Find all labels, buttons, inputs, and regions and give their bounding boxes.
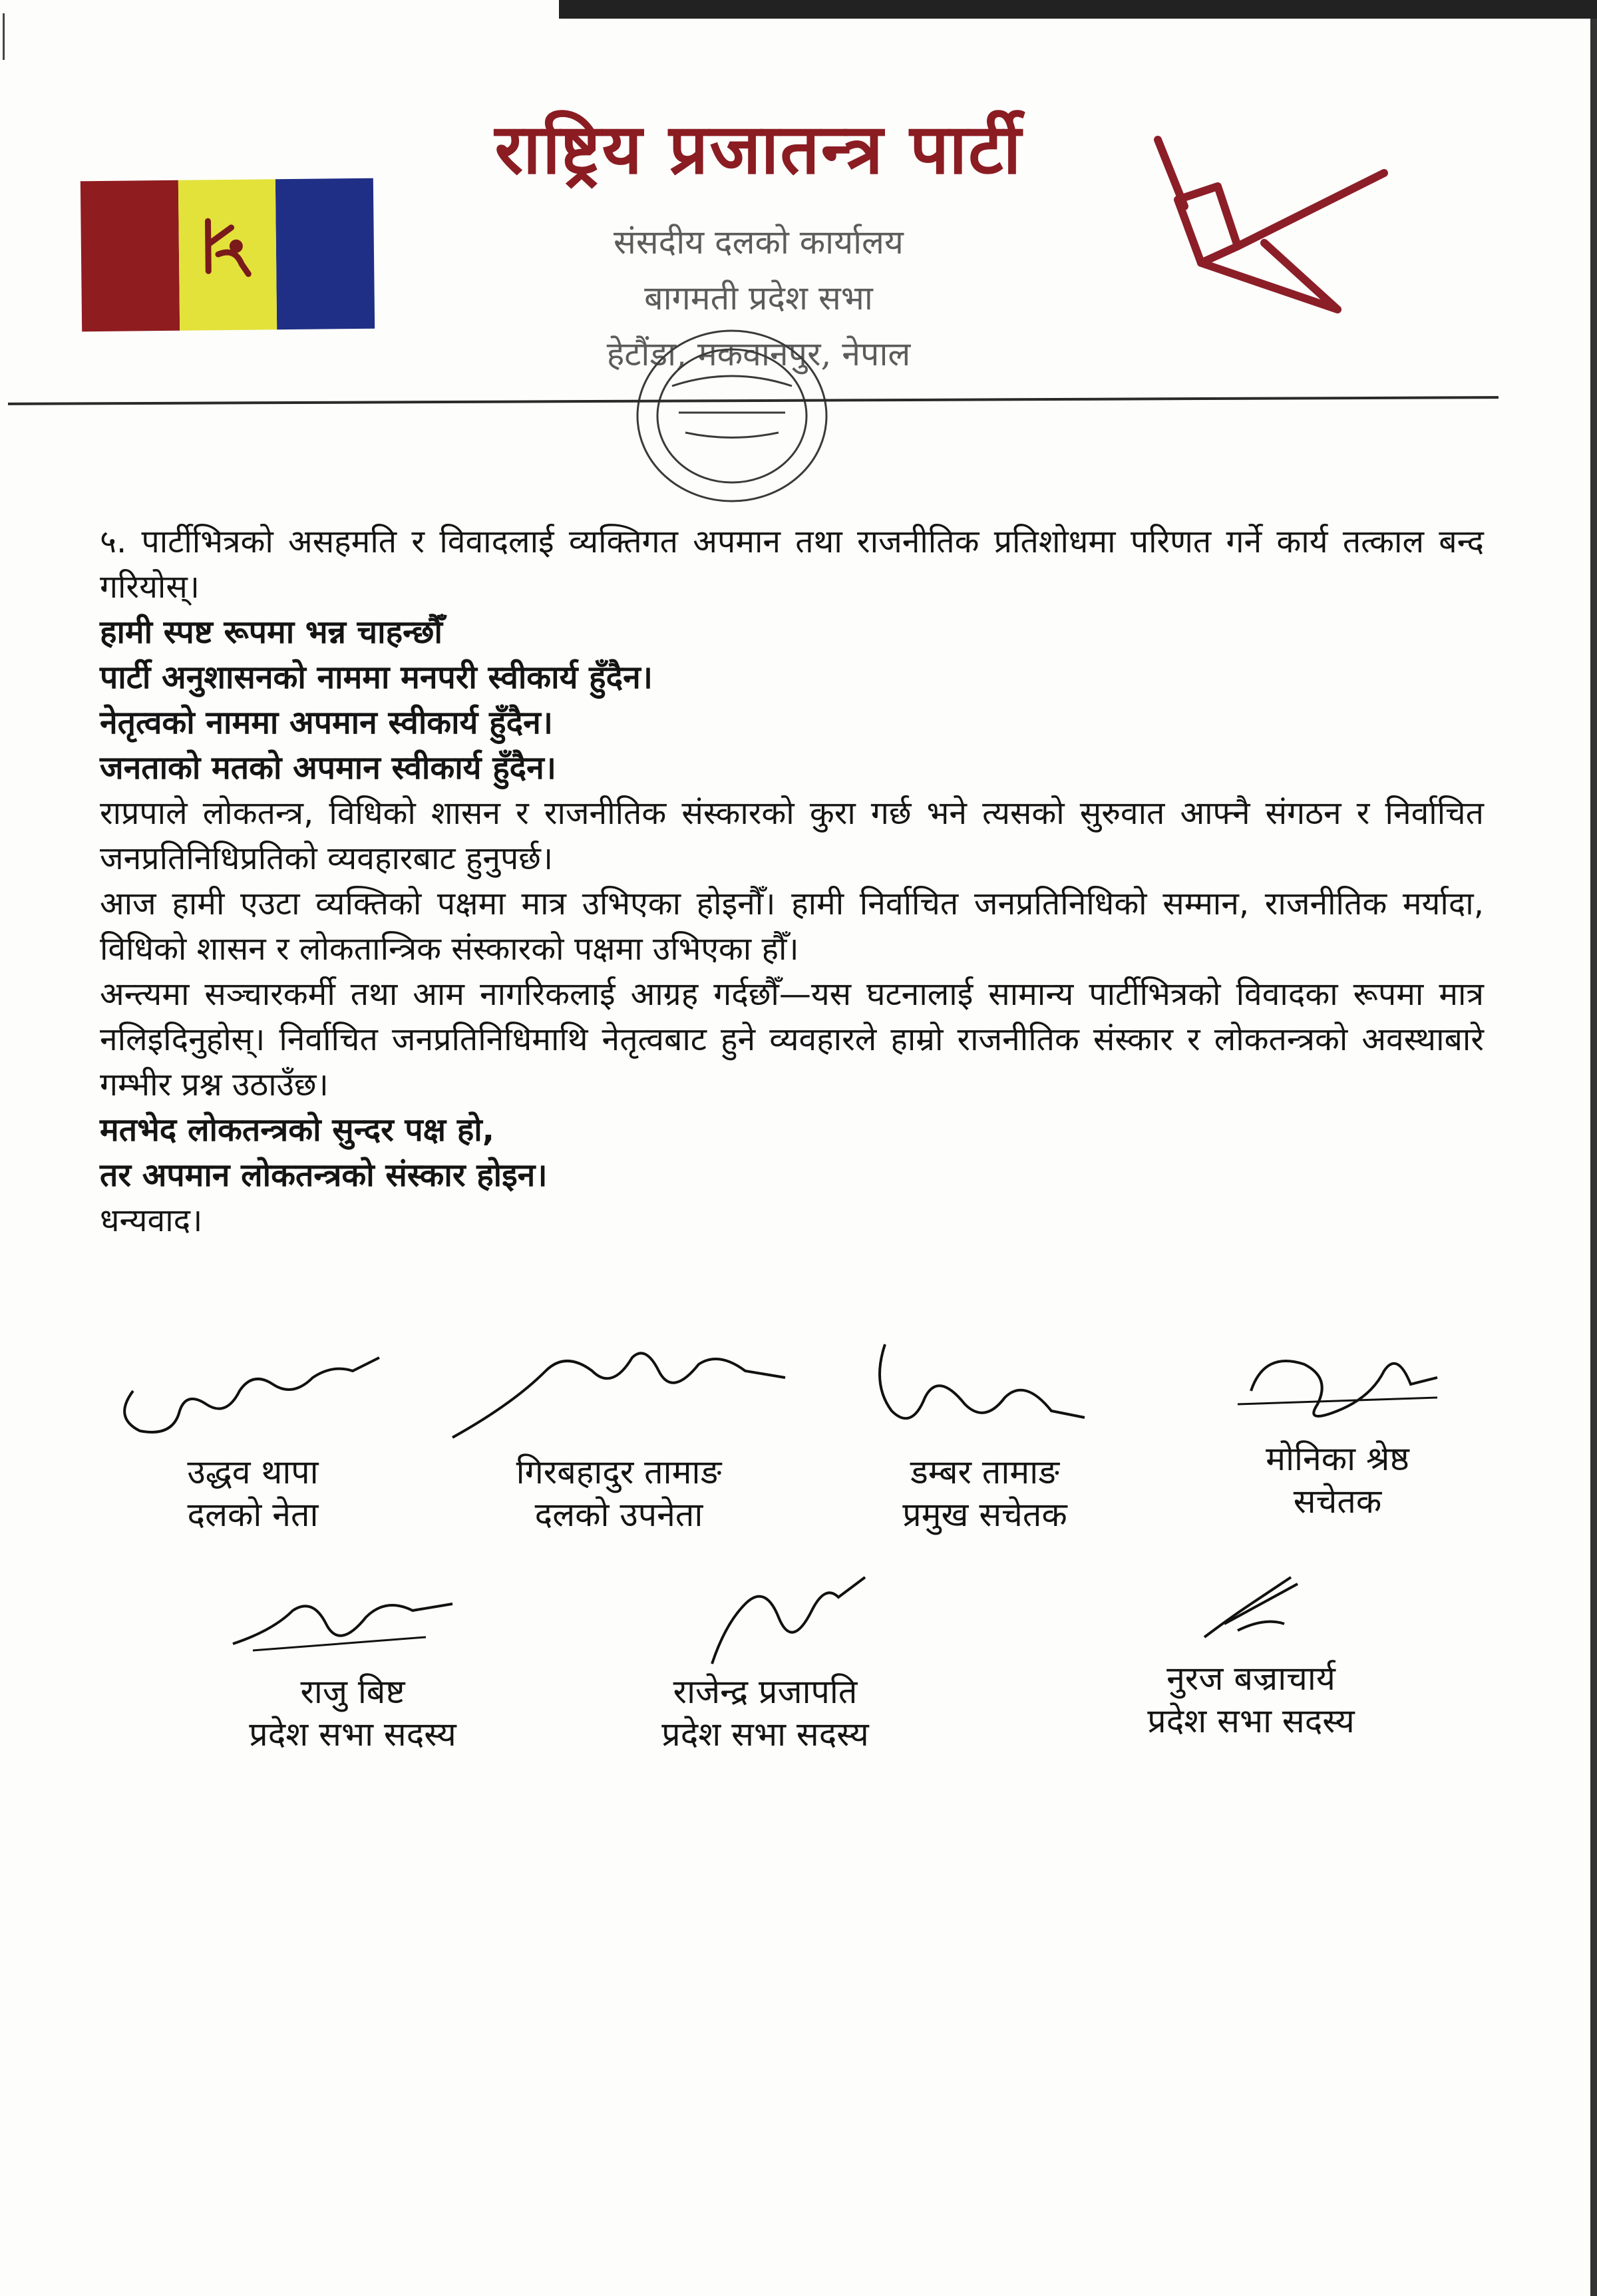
signatory-role: प्रमुख सचेतक <box>902 1495 1067 1534</box>
paragraph-demand-5: ५. पार्टीभित्रको असहमति र विवादलाई व्यक्तिगत अपमान तथा राजनीतिक प्रतिशोधमा परिणत गर्ने कार्य तत्काल बन्द गरियोस्। <box>100 523 1484 606</box>
signature-scribble <box>100 1331 406 1451</box>
signatory-1 <box>100 1331 406 1536</box>
signatory-name: राजु बिष्ट <box>300 1672 405 1711</box>
paragraph-party-discipline: पार्टी अनुशासनको नाममा मनपरी स्वीकार्य हुँदैन। <box>100 659 653 696</box>
signatory-7 <box>1091 1557 1411 1742</box>
flag-blue-stripe <box>275 178 375 330</box>
signatory-name: राजेन्द्र प्रजापति <box>673 1672 858 1711</box>
signature-scribble <box>1211 1331 1464 1437</box>
paragraph-clear-statement: हामी स्पष्ट रूपमा भन्न चाहन्छौँ <box>100 614 443 651</box>
plough-logo-icon <box>1131 126 1397 326</box>
signatory-role: दलको नेता <box>187 1495 319 1534</box>
signatory-4 <box>1211 1331 1464 1523</box>
flag-red-stripe <box>81 180 180 332</box>
signatory-role: सचेतक <box>1293 1482 1382 1521</box>
signature-scribble <box>832 1331 1138 1451</box>
office-line-2: बागमती प्रदेश सभा <box>644 279 873 317</box>
office-line-1: संसदीय दलको कार्यालय <box>614 223 904 262</box>
scan-border-right <box>1590 19 1597 2296</box>
scan-border-left-mark <box>3 13 5 60</box>
signatory-name: उद्धव थापा <box>187 1453 319 1491</box>
signatory-role: दलको उपनेता <box>534 1495 703 1534</box>
signatory-name: मोनिका श्रेष्ठ <box>1266 1439 1409 1478</box>
signatory-role: प्रदेश सभा सदस्य <box>1147 1702 1355 1740</box>
signatory-5 <box>213 1577 492 1756</box>
signatory-name: नुरज बज्राचार्य <box>1166 1659 1335 1698</box>
statement-body <box>100 519 1484 1243</box>
paragraph-insult: तर अपमान लोकतन्त्रको संस्कार होइन। <box>100 1157 548 1194</box>
office-line-3: हेटौंडा, मकवानपुर, नेपाल <box>606 335 911 373</box>
signatory-role: प्रदेश सभा सदस्य <box>661 1715 869 1754</box>
paragraph-disagreement: मतभेद लोकतन्त्रको सुन्दर पक्ष हो, <box>100 1111 494 1149</box>
signatory-name: गिरबहादुर तामाङ <box>516 1453 722 1491</box>
paragraph-public-mandate: जनताको मतको अपमान स्वीकार्य हुँदैन। <box>100 749 556 787</box>
signature-scribble <box>612 1564 918 1670</box>
signatory-2 <box>433 1331 805 1536</box>
flag-emblem-icon <box>194 207 262 287</box>
office-seal-stamp <box>632 326 832 506</box>
paragraph-appeal: अन्त्यमा सञ्चारकर्मी तथा आम नागरिकलाई आग्रह गर्दछौँ—यस घटनालाई सामान्य पार्टीभित्रको विवादका रूपमा मात्र नलिइदिनुहोस्। निर्वाचित जनप्रतिनिधिमाथि नेतृत्वबाट हुने व्यवहारले हाम्रो राजनीतिक संस्कार र लोकतन्त्रको अवस्थाबारे गम्भीर प्रश्न उठाउँछ। <box>100 976 1484 1103</box>
signatory-3 <box>832 1331 1138 1536</box>
party-name: राष्ट्रिय प्रजातन्त्र पार्टी <box>494 108 1023 190</box>
paragraph-thanks: धन्यवाद। <box>100 1202 203 1239</box>
paragraph-rpp-conduct: राप्रपाले लोकतन्त्र, विधिको शासन र राजनीतिक संस्कारको कुरा गर्छ भने त्यसको सुरुवात आफ्नै संगठन र निर्वाचित जनप्रतिनिधिप्रतिको व्यवहारबाट हुनुपर्छ। <box>100 795 1484 877</box>
signatory-role: प्रदेश सभा सदस्य <box>249 1715 456 1754</box>
signature-scribble <box>213 1577 492 1670</box>
signatory-6 <box>612 1564 918 1756</box>
party-flag <box>81 178 375 332</box>
paragraph-standing-for: आज हामी एउटा व्यक्तिको पक्षमा मात्र उभिएका होइनौँ। हामी निर्वाचित जनप्रतिनिधिको सम्मान, राजनीतिक मर्यादा, विधिको शासन र लोकतान्त्रिक संस्कारको पक्षमा उभिएका हौँ। <box>100 885 1484 968</box>
flag-yellow-stripe <box>178 179 277 331</box>
paragraph-leadership: नेतृत्वको नाममा अपमान स्वीकार्य हुँदैन। <box>100 704 553 741</box>
signatory-name: डम्बर तामाङ <box>910 1453 1060 1491</box>
signature-scribble <box>1091 1557 1411 1657</box>
signature-scribble <box>433 1331 805 1451</box>
scan-border-top <box>559 0 1597 19</box>
